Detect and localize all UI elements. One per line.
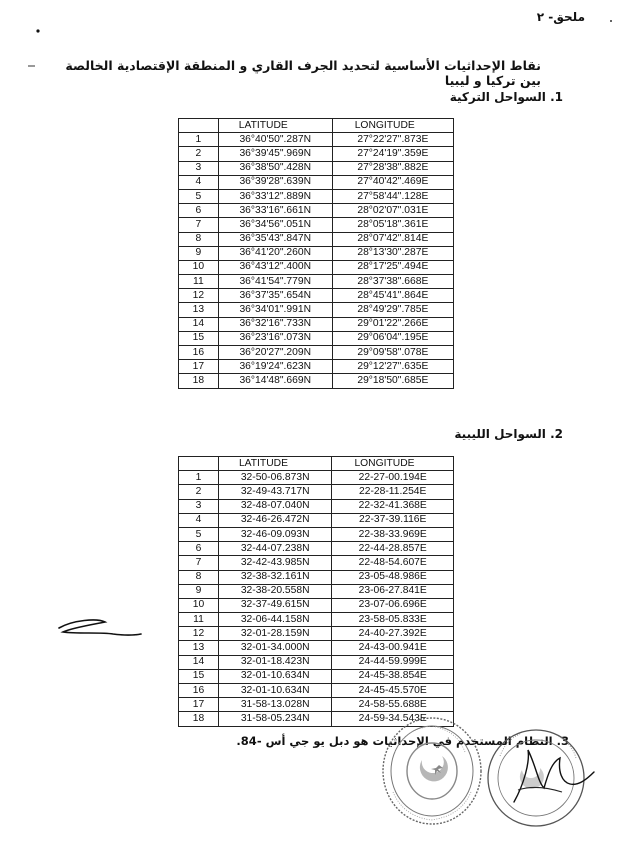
latitude-cell: 32-42-43.985N: [218, 556, 332, 570]
table-row: [179, 275, 454, 289]
latitude-cell: 32-38-32.161N: [218, 570, 332, 584]
table-row: [179, 232, 454, 246]
table-row: [179, 584, 454, 598]
table-row: [179, 346, 454, 360]
latitude-cell: 32-44-07.238N: [218, 542, 332, 556]
point-number: 1: [179, 133, 219, 147]
longitude-cell: 24-43-00.941E: [332, 641, 454, 655]
longitude-cell: 28°05'18".361E: [332, 218, 453, 232]
point-number: 10: [179, 598, 219, 612]
table-row: [179, 669, 454, 683]
latitude-cell: 32-01-18.423N: [218, 655, 332, 669]
latitude-cell: 36°39'28".639N: [218, 175, 332, 189]
latitude-cell: 31-58-05.234N: [218, 712, 332, 726]
point-number: 11: [179, 275, 219, 289]
latitude-cell: 36°39'45".969N: [218, 147, 332, 161]
latitude-cell: 32-01-28.159N: [218, 627, 332, 641]
table-row: [179, 147, 454, 161]
table-header-row: [179, 119, 454, 133]
latitude-cell: 36°40'50".287N: [218, 133, 332, 147]
longitude-cell: 27°22'27".873E: [332, 133, 453, 147]
column-header-longitude: LONGITUDE: [332, 119, 453, 133]
point-number: 18: [179, 712, 219, 726]
turkish-coordinates-table: [178, 118, 454, 389]
libyan-coordinates-table: [178, 456, 454, 727]
point-number: 13: [179, 641, 219, 655]
point-number: 9: [179, 246, 219, 260]
latitude-cell: 36°38'50".428N: [218, 161, 332, 175]
latitude-cell: 36°14'48".669N: [218, 374, 332, 388]
longitude-cell: 22-37-39.116E: [332, 513, 454, 527]
round-stamp-icon: [478, 722, 602, 832]
longitude-cell: 28°45'41".864E: [332, 289, 453, 303]
point-number: 4: [179, 175, 219, 189]
table-row: [179, 360, 454, 374]
latitude-cell: 32-38-20.558N: [218, 584, 332, 598]
latitude-cell: 36°19'24".623N: [218, 360, 332, 374]
latitude-cell: 36°35'43".847N: [218, 232, 332, 246]
table-row: [179, 513, 454, 527]
point-number: 17: [179, 698, 219, 712]
point-number: 16: [179, 346, 219, 360]
table-row: [179, 542, 454, 556]
point-number: 2: [179, 147, 219, 161]
point-number: 3: [179, 161, 219, 175]
longitude-cell: 24-59-34.543E: [332, 712, 454, 726]
point-number: 6: [179, 542, 219, 556]
point-number: 15: [179, 331, 219, 345]
point-number: 5: [179, 527, 219, 541]
longitude-cell: 23-06-27.841E: [332, 584, 454, 598]
table-row: [179, 175, 454, 189]
table-row: [179, 289, 454, 303]
annex-label: ملحق- ٢: [536, 10, 585, 24]
latitude-cell: 32-01-10.634N: [218, 669, 332, 683]
scan-dot-mark: [35, 28, 41, 34]
latitude-cell: 36°23'16".073N: [218, 331, 332, 345]
latitude-cell: 36°34'01".991N: [218, 303, 332, 317]
column-header-number: [179, 457, 219, 471]
longitude-cell: 24-40-27.392E: [332, 627, 454, 641]
point-number: 12: [179, 289, 219, 303]
longitude-cell: 22-48-54.607E: [332, 556, 454, 570]
table-row: [179, 246, 454, 260]
point-number: 18: [179, 374, 219, 388]
point-number: 13: [179, 303, 219, 317]
longitude-cell: 27°28'38".882E: [332, 161, 453, 175]
longitude-cell: 24-45-45.570E: [332, 684, 454, 698]
latitude-cell: 32-50-06.873N: [218, 471, 332, 485]
point-number: 1: [179, 471, 219, 485]
latitude-cell: 36°33'12".889N: [218, 189, 332, 203]
longitude-cell: 24-58-55.688E: [332, 698, 454, 712]
latitude-cell: 32-48-07.040N: [218, 499, 332, 513]
latitude-cell: 36°33'16".661N: [218, 204, 332, 218]
document-title: نقاط الإحداثيات الأساسية لتحديد الجرف القاري و المنطقة الإقتصادية الخالصة بين تركيا و ليبيا: [65, 58, 541, 88]
longitude-cell: 27°58'44".128E: [332, 189, 453, 203]
longitude-cell: 28°07'42".814E: [332, 232, 453, 246]
latitude-cell: 32-37-49.615N: [218, 598, 332, 612]
table-row: [179, 218, 454, 232]
point-number: 8: [179, 232, 219, 246]
column-header-latitude: LATITUDE: [218, 457, 332, 471]
point-number: 3: [179, 499, 219, 513]
longitude-cell: 28°49'29".785E: [332, 303, 453, 317]
table-row: [179, 684, 454, 698]
table-row: [179, 641, 454, 655]
latitude-cell: 32-06-44.158N: [218, 613, 332, 627]
table-row: [179, 499, 454, 513]
longitude-cell: 22-27-00.194E: [332, 471, 454, 485]
column-header-longitude: LONGITUDE: [332, 457, 454, 471]
table-row: [179, 260, 454, 274]
longitude-cell: 28°17'25".494E: [332, 260, 453, 274]
longitude-cell: 29°01'22".266E: [332, 317, 453, 331]
table-row: [179, 317, 454, 331]
point-number: 10: [179, 260, 219, 274]
longitude-cell: 22-32-41.368E: [332, 499, 454, 513]
table-row: [179, 598, 454, 612]
table-row: [179, 655, 454, 669]
latitude-cell: 32-01-10.634N: [218, 684, 332, 698]
longitude-cell: 29°12'27".635E: [332, 360, 453, 374]
point-number: 17: [179, 360, 219, 374]
point-number: 7: [179, 556, 219, 570]
official-seal-icon: [377, 712, 487, 830]
table-row: [179, 204, 454, 218]
latitude-cell: 36°41'20".260N: [218, 246, 332, 260]
table-row: [179, 331, 454, 345]
point-number: 11: [179, 613, 219, 627]
table-header-row: [179, 457, 454, 471]
table-row: [179, 570, 454, 584]
latitude-cell: 36°20'27".209N: [218, 346, 332, 360]
point-number: 5: [179, 189, 219, 203]
scan-dash-mark: [28, 64, 36, 68]
longitude-cell: 28°13'30".287E: [332, 246, 453, 260]
longitude-cell: 29°06'04".195E: [332, 331, 453, 345]
point-number: 15: [179, 669, 219, 683]
table-row: [179, 133, 454, 147]
point-number: 14: [179, 317, 219, 331]
point-number: 2: [179, 485, 219, 499]
longitude-cell: 29°18'50".685E: [332, 374, 453, 388]
longitude-cell: 22-44-28.857E: [332, 542, 454, 556]
point-number: 6: [179, 204, 219, 218]
point-number: 8: [179, 570, 219, 584]
table-row: [179, 485, 454, 499]
longitude-cell: 23-07-06.696E: [332, 598, 454, 612]
latitude-cell: 31-58-13.028N: [218, 698, 332, 712]
table-row: [179, 471, 454, 485]
latitude-cell: 32-46-26.472N: [218, 513, 332, 527]
latitude-cell: 32-01-34.000N: [218, 641, 332, 655]
latitude-cell: 36°34'56".051N: [218, 218, 332, 232]
signature-mark: [55, 612, 145, 646]
column-header-latitude: LATITUDE: [218, 119, 332, 133]
longitude-cell: 22-38-33.969E: [332, 527, 454, 541]
point-number: 4: [179, 513, 219, 527]
point-number: 12: [179, 627, 219, 641]
section-heading-turkish-coasts: 1. السواحل التركية: [449, 90, 563, 104]
table-row: [179, 303, 454, 317]
point-number: 9: [179, 584, 219, 598]
table-row: [179, 161, 454, 175]
table-row: [179, 613, 454, 627]
table-row: [179, 698, 454, 712]
longitude-cell: 23-05-48.986E: [332, 570, 454, 584]
table-row: [179, 527, 454, 541]
longitude-cell: 22-28-11.254E: [332, 485, 454, 499]
longitude-cell: 27°24'19".359E: [332, 147, 453, 161]
table-row: [179, 556, 454, 570]
longitude-cell: 28°37'38".668E: [332, 275, 453, 289]
longitude-cell: 23-58-05.833E: [332, 613, 454, 627]
table-row: [179, 374, 454, 388]
latitude-cell: 36°41'54".779N: [218, 275, 332, 289]
table-row: [179, 627, 454, 641]
longitude-cell: 28°02'07".031E: [332, 204, 453, 218]
latitude-cell: 36°43'12".400N: [218, 260, 332, 274]
column-header-number: [179, 119, 219, 133]
latitude-cell: 36°32'16".733N: [218, 317, 332, 331]
longitude-cell: 24-45-38.854E: [332, 669, 454, 683]
latitude-cell: 32-49-43.717N: [218, 485, 332, 499]
longitude-cell: 24-44-59.999E: [332, 655, 454, 669]
latitude-cell: 32-46-09.093N: [218, 527, 332, 541]
point-number: 7: [179, 218, 219, 232]
datum-note: 3. النظام المستخدم في الإحداثيات هو دبل يو جي أس -84.: [236, 734, 569, 748]
table-row: [179, 189, 454, 203]
longitude-cell: 27°40'42".469E: [332, 175, 453, 189]
longitude-cell: 29°09'58".078E: [332, 346, 453, 360]
point-number: 14: [179, 655, 219, 669]
latitude-cell: 36°37'35".654N: [218, 289, 332, 303]
scan-dot-mark: [608, 18, 614, 24]
point-number: 16: [179, 684, 219, 698]
section-heading-libyan-coasts: 2. السواحل الليبية: [454, 427, 563, 441]
